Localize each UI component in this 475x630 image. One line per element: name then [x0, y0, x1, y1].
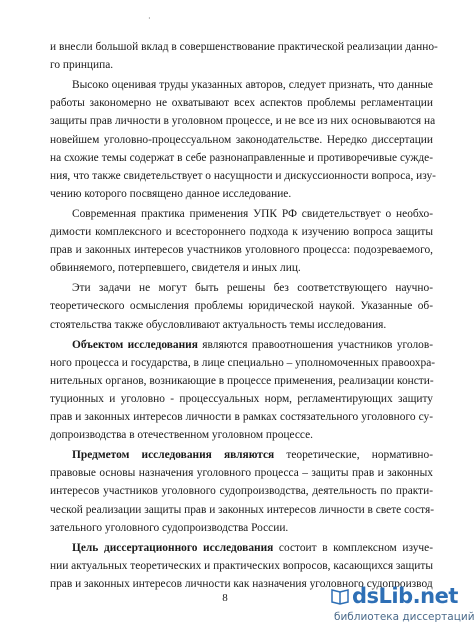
text-line: зательного уголовного судопроизводства России.	[50, 521, 289, 534]
text-line: го принципа.	[50, 59, 114, 72]
text-line: ного процесса и государства, в лице специально – уполномоченных правоохра-	[50, 356, 436, 369]
watermark-logo	[294, 584, 475, 626]
text-line: Цель диссертационного исследования состоит в комплексном изуче-	[72, 541, 433, 554]
text-line: прав и законных интересов участников уголовного процесса: подозреваемого,	[50, 244, 433, 257]
text-line: прав и законных интересов личности как назначения уголовного судопроизвод	[50, 577, 433, 590]
text-line: Эти задачи не могут быть решены без соответствующего научно-	[72, 282, 433, 295]
text-line: ческой реализации защиты прав и законных интересов личности в свете состя-	[50, 503, 435, 516]
bold-term-object: Объектом исследования	[72, 338, 198, 351]
text-line: стоятельства также обусловливают актуальность темы исследования.	[50, 318, 387, 331]
top-mark: ·	[148, 14, 151, 23]
text-line: Современная практика применения УПК РФ свидетельствует о необхо-	[72, 207, 433, 220]
text-line: и внесли большой вклад в совершенствование практической реализации данно-	[50, 41, 438, 53]
text-line: ния, что также свидетельствует о насущности и дискуссионности вопроса, изу-	[50, 169, 436, 182]
text-line: чению которого посвящено данное исследование.	[50, 187, 292, 200]
page-number: 8	[222, 592, 228, 604]
text-line: димости комплексного и всестороннего подхода к изучению вопроса защиты	[50, 226, 433, 238]
text-line: Объектом исследования являются правоотношения участников уголов-	[72, 338, 433, 351]
text-line: обвиняемого, потерпевшего, свидетеля и иных лиц.	[50, 262, 301, 275]
text-line: нии актуальных теоретических и практических вопросов, касающихся защиты	[50, 559, 433, 572]
text-line: туционных и уголовно - процессуальных норм, регламентирующих защиту	[50, 392, 433, 405]
bold-term-goal: Цель диссертационного исследования	[72, 541, 274, 554]
text-line: работы закономерно не охватывают всех аспектов проблемы регламентации	[50, 97, 433, 110]
watermark-subtitle: библиотека диссертаций	[334, 611, 475, 623]
text-line: на схожие темы содержат в себе разнонаправленные и противоречивые сужде-	[50, 151, 433, 164]
text-line: прав и законных интересов личности в рамках состязательного уголовного су-	[50, 411, 433, 423]
text-line: правовые основы назначения уголовного процесса – защиты прав и законных	[50, 467, 433, 480]
text-line: Высоко оценивая труды указанных авторов, следует признать, что данные	[72, 79, 433, 92]
book-icon	[330, 586, 350, 606]
text-line: защиты прав личности в уголовном процессе, и не все из них основываются на	[50, 115, 436, 128]
text-line: теоретического осмысления проблемы юридической наукой. Указанные об-	[50, 300, 433, 313]
bold-term-subject: Предметом исследования являются	[72, 449, 275, 462]
text-line: нительных органов, возникающие в процессе применения, реализации консти-	[50, 374, 434, 387]
watermark-name: dsLib.net	[352, 584, 458, 608]
text-line: допроизводства в отечественном уголовном процессе.	[50, 429, 314, 442]
text-line: новейшем уголовно-процессуальном законодательстве. Нередко диссертации	[50, 133, 433, 146]
text-line: Предметом исследования являются теоретические, нормативно-	[72, 449, 433, 462]
text-line: интересов участников уголовного судопроизводства, деятельность по практи-	[50, 485, 433, 498]
